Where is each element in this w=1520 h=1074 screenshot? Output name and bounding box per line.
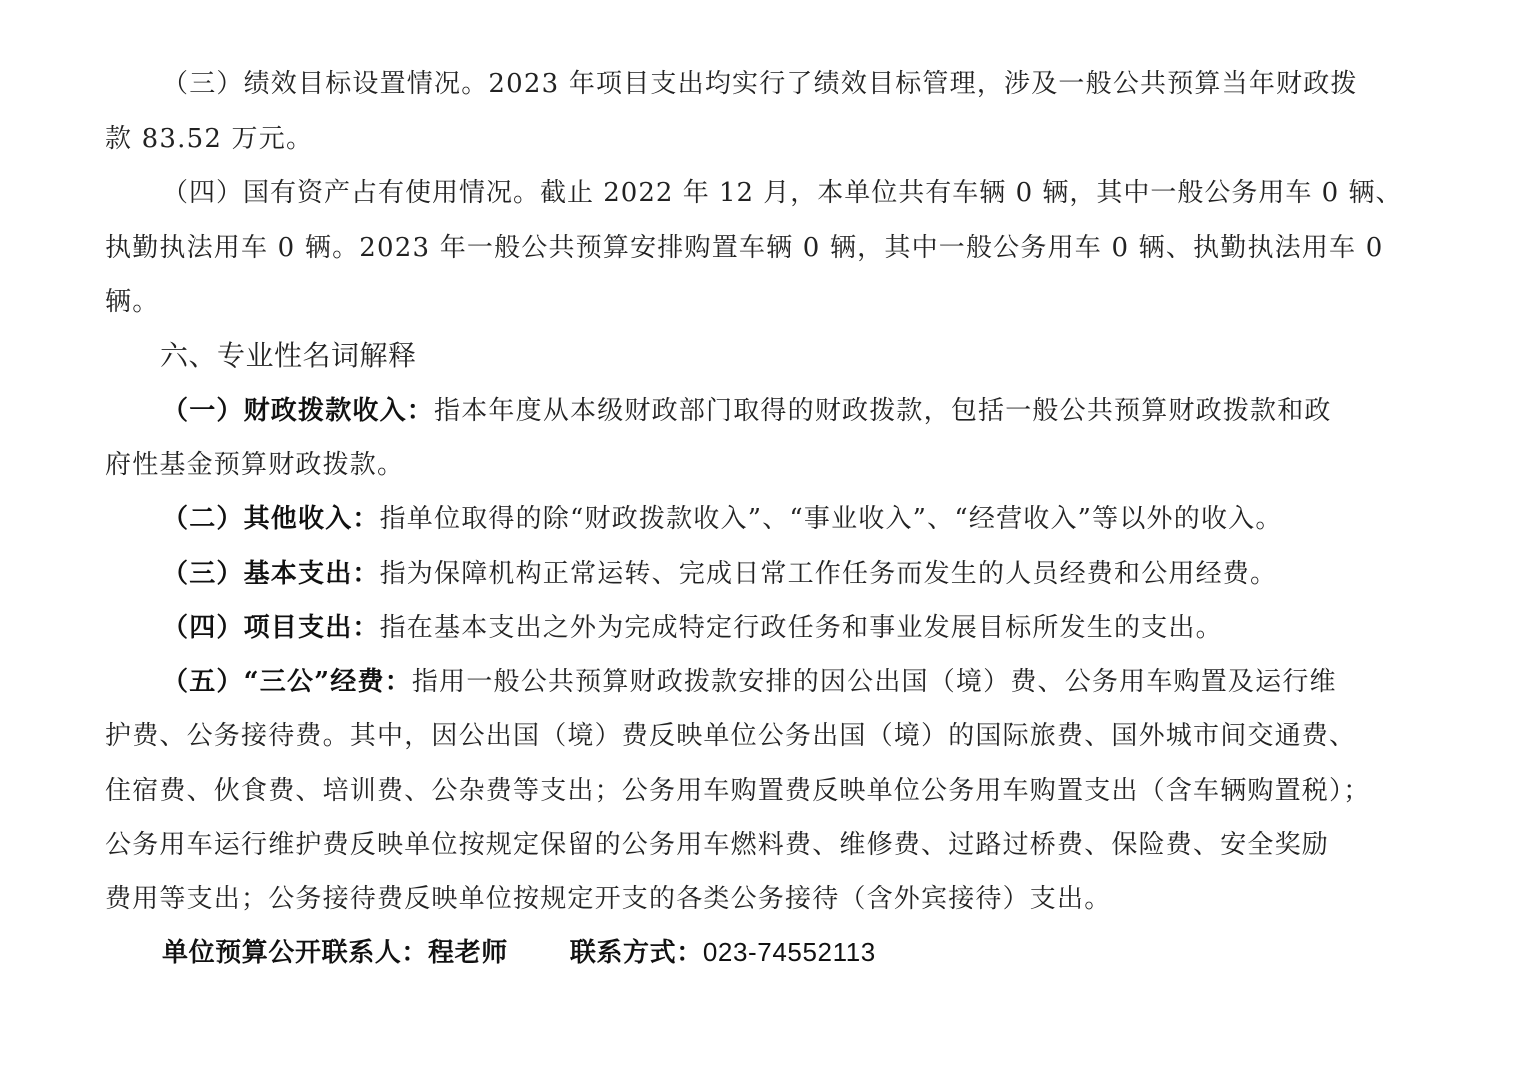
contact-person-label: 单位预算公开联系人： (162, 938, 429, 968)
term-label: （三）基本支出： (162, 559, 380, 589)
assets-paragraph-line-2: 执勤执法用车 0 辆。2023 年一般公共预算安排购置车辆 0 辆，其中一般公务用车 0 辆、执勤执法用车 0 (105, 233, 1384, 263)
term-three-public-expenses-line-4: 公务用车运行维护费反映单位按规定保留的公务用车燃料费、维修费、过路过桥费、保险费、安全奖励 (105, 830, 1330, 860)
term-label: （一）财政拨款收入： (162, 396, 435, 426)
section-heading: 六、专业性名词解释 (160, 340, 417, 371)
term-project-expenditure (162, 601, 1223, 655)
term-definition: 指本年度从本级财政部门取得的财政拨款，包括一般公共预算财政拨款和政 (434, 396, 1332, 426)
term-fiscal-appropriation (162, 384, 1332, 438)
performance-paragraph-line-1: （三）绩效目标设置情况。2023 年项目支出均实行了绩效目标管理，涉及一般公共预算当年财政拨 (162, 69, 1358, 99)
performance-paragraph-line-2: 款 83.52 万元。 (105, 124, 314, 154)
term-label: （二）其他收入： (162, 504, 380, 534)
contact-line (162, 925, 876, 979)
term-three-public-expenses-line-3: 住宿费、伙食费、培训费、公杂费等支出；公务用车购置费反映单位公务用车购置支出（含车辆购置税）； (105, 776, 1371, 806)
contact-phone: 023-74552113 (702, 937, 876, 967)
term-other-income (162, 492, 1283, 546)
term-fiscal-appropriation-line-2: 府性基金预算财政拨款。 (105, 450, 405, 480)
assets-paragraph-line-1: （四）国有资产占有使用情况。截止 2022 年 12 月，本单位共有车辆 0 辆，其中一般公务用车 0 辆、 (162, 178, 1403, 208)
contact-person: 程老师 (428, 938, 508, 968)
assets-paragraph-line-3: 辆。 (105, 287, 160, 317)
term-definition: 指单位取得的除“财政拨款收入”、“事业收入”、“经营收入”等以外的收入。 (379, 504, 1283, 534)
term-definition: 指用一般公共预算财政拨款安排的因公出国（境）费、公务用车购置及运行维 (411, 667, 1337, 697)
term-label: （四）项目支出： (162, 613, 380, 643)
term-label: （五）“三公”经费： (162, 667, 412, 697)
term-basic-expenditure (162, 547, 1277, 601)
term-three-public-expenses-line-2: 护费、公务接待费。其中，因公出国（境）费反映单位公务出国（境）的国际旅费、国外城市间交通费、 (105, 721, 1357, 751)
term-three-public-expenses (162, 655, 1337, 709)
term-three-public-expenses-line-5: 费用等支出；公务接待费反映单位按规定开支的各类公务接待（含外宾接待）支出。 (105, 884, 1112, 914)
term-definition: 指在基本支出之外为完成特定行政任务和事业发展目标所发生的支出。 (379, 613, 1223, 643)
term-definition: 指为保障机构正常运转、完成日常工作任务而发生的人员经费和公用经费。 (379, 559, 1278, 589)
contact-method-label: 联系方式： (569, 938, 703, 968)
